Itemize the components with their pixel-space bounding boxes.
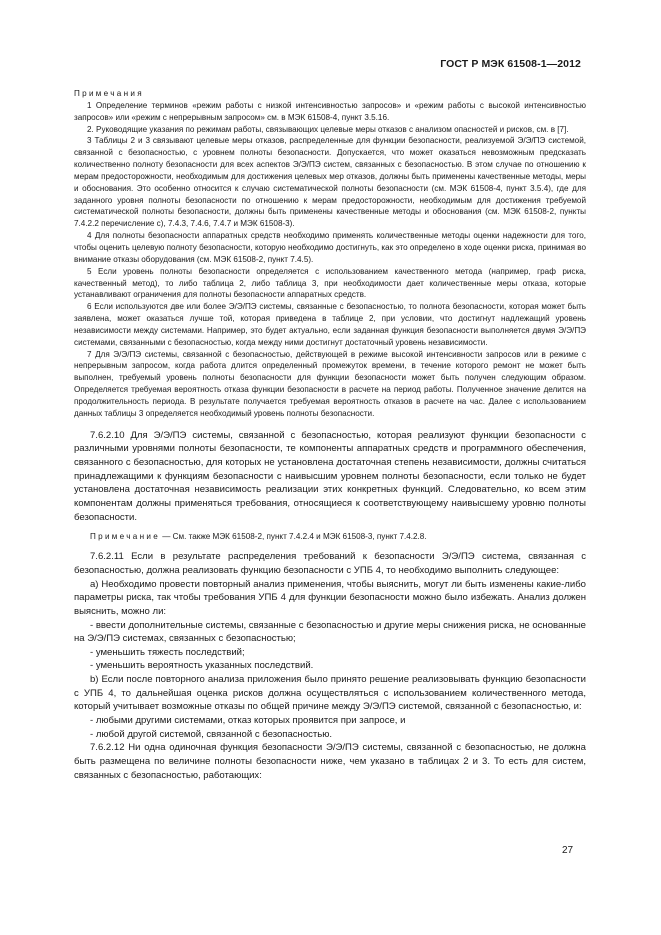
- bullet-item: - любой другой системой, связанной с безопасностью.: [90, 728, 333, 740]
- note-item: 7 Для Э/Э/ПЭ системы, связанной с безопасностью, действующей в режиме высокой интенсивности запросов или в режиме с непрерывным запросом, когда работа длится определенный промежуток времени, в течение которого ремонт не может быть выполнен, требуемый уровень полноты безопасности для функции безопасности может быть получен следующим образом. Определяется требуемая вероятность отказа функции безопасности в расчете на период работы. Полученное значение делится на продолжительность периода. В результате получается требуемая вероятность отказов в расчете на час. Далее с использованием данных таблицы 3 определяется необходимый уровень полноты безопасности.: [74, 349, 586, 418]
- note-item: 6 Если используются две или более Э/Э/ПЭ системы, связанные с безопасностью, то полнота безопасности, которая может быть заявлена, может оказаться лучше той, которая приведена в таблице 2, при условии, что достигнут надлежащий уровень независимости между системами. Например, это будет актуально, если заданная функция безопасности выполняется двумя Э/Э/ПЭ системами, связанными с безопасностью, когда между ними достигнут достаточный уровень независимости.: [74, 302, 586, 347]
- note-item: 4 Для полноты безопасности аппаратных средств необходимо применять количественные методы оценки надежности для того, чтобы оценить целевую полноту безопасности, которую необходимо достигнуть, как это определено в ходе оценки риска, принимая во внимание отказы оборудования (см. МЭК 61508-2, пункт 7.4.5).: [74, 231, 586, 264]
- clause-note-text: — См. также МЭК 61508-2, пункт 7.4.2.4 и МЭК 61508-3, пункт 7.4.2.8.: [160, 532, 427, 542]
- notes-block: [74, 88, 586, 420]
- clause-7-6-2-10: 7.6.2.10 Для Э/Э/ПЭ системы, связанной с безопасностью, которая реализуют функции безопасности с различными уровнями полноты безопасности, те компоненты аппаратных средств и программного обеспечения, связанного с безопасностью, для которых не установлена достаточная степень независимости, должны считаться принадлежащими к функциям безопасности с наивысшим уровнем полноты безопасности, если только не будет установлена достаточная независимость реализации этих конкретных функций. Следовательно, ко всем этим компонентам должны применяться требования, относящиеся к соответствующему наивысшему уровню полноты безопасности.: [74, 429, 586, 523]
- page-number: 27: [562, 845, 574, 856]
- clause-note-label: Примечание: [90, 532, 161, 542]
- bullet-item: - уменьшить тяжесть последствий;: [90, 646, 245, 658]
- note-item: 1 Определение терминов «режим работы с низкой интенсивностью запросов» и «режим работы с высокой интенсивностью запросов» или «режим с непрерывным запросом» см. в МЭК 61508-4, пункт 3.5.16.: [74, 100, 586, 122]
- bullet-item: - любыми другими системами, отказ которых проявится при запросе, и: [90, 715, 406, 727]
- standard-header: ГОСТ Р МЭК 61508-1—2012: [440, 58, 581, 70]
- main-text: [74, 429, 586, 783]
- note-item: 3 Таблицы 2 и 3 связывают целевые меры отказов, распределенные для функции безопасности, реализуемой Э/Э/ПЭ системой, связанной с безопасностью, с уровнем полноты безопасности. Допускается, что может оказаться невозможным предсказать количественно полноту безопасности для всех аспектов Э/Э/ПЭ систем, связанных с безопасностью. В этом случае по отношению к мерам предосторожности, необходимым для достижения целевых мер отказов, должны быть применены качественные методы, меры и обоснования. Это особенно относится к случаю систематической полноты безопасности (см. МЭК 61508-4, пункт 3.5.4), где для заданного уровня полноты безопасности по отношению к мерам предосторожности, необходимым для достижения требуемой систематической полноты безопасности, должны быть применены качественные методы и обоснования (см. МЭК 61508-2, пункты 7.4.2.2 перечисление с), 7.4.3, 7.4.6, 7.4.7 и МЭК 61508-3).: [74, 136, 586, 229]
- clause-7-6-2-11-item-b: b) Если после повторного анализа приложения было принято решение реализовывать функцию безопасности с УПБ 4, то дальнейшая оценка рисков должна осуществляться с использованием количественного метода, который учитывает возможные отказы по общей причине между Э/Э/ПЭ системой, связанной с безопасностью, и:: [74, 674, 586, 713]
- clause-7-6-2-11-item-a: а) Необходимо провести повторный анализ применения, чтобы выяснить, могут ли быть изменены какие-либо параметры риска, так чтобы требования УПБ 4 для функции безопасности можно было избежать. Анализ должен выяснить, можно ли:: [74, 578, 586, 617]
- page-content: [74, 88, 586, 782]
- bullet-item: - ввести дополнительные системы, связанные с безопасностью и другие меры снижения риска, не основанные на Э/Э/ПЭ системах, связанных с безопасностью;: [74, 619, 586, 645]
- bullet-item: - уменьшить вероятность указанных последствий.: [90, 660, 314, 672]
- clause-7-6-2-11-intro: 7.6.2.11 Если в результате распределения требований к безопасности Э/Э/ПЭ система, связанная с безопасностью, должна реализовать функцию безопасности с УПБ 4, то необходимо выполнить следующее:: [74, 551, 586, 576]
- clause-7-6-2-12: 7.6.2.12 Ни одна одиночная функция безопасности Э/Э/ПЭ системы, связанной с безопасностью, не должна быть размещена по величине полноты безопасности ниже, чем указано в таблицах 2 и 3. То есть для систем, связанных с безопасностью, работающих:: [74, 742, 586, 781]
- note-item: 2. Руководящие указания по режимам работы, связывающих целевые меры отказов с анализом опасностей и рисков, см. в [7].: [87, 124, 569, 134]
- notes-heading: Примечания: [74, 89, 144, 98]
- clause-note: [74, 531, 586, 543]
- note-item: 5 Если уровень полноты безопасности определяется с использованием качественного метода (например, граф риска, качественный метод), то либо таблица 2, либо таблица 3, при необходимости дает количественные меры отказа, которые устанавливают ограничения для полноты безопасности аппаратных средств.: [74, 266, 586, 300]
